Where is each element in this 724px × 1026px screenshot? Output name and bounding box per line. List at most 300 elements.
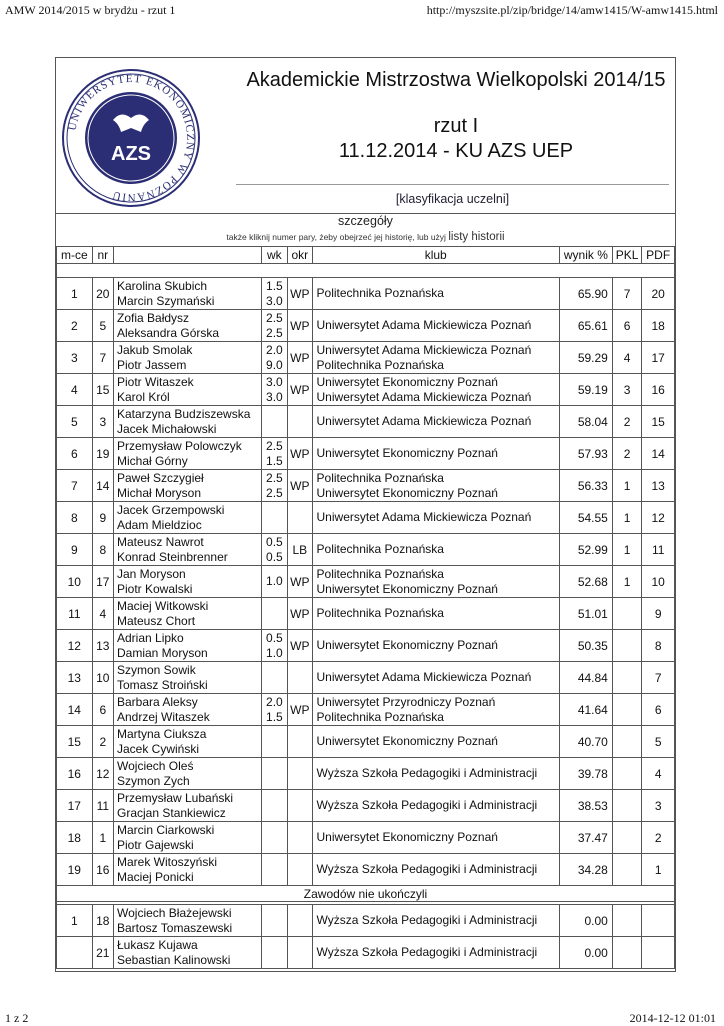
score-cell: 0.00 xyxy=(559,937,612,969)
club-cell xyxy=(312,470,559,502)
place-cell: 18 xyxy=(57,822,93,854)
player-1: Szymon Sowik xyxy=(117,662,196,677)
pkl-cell xyxy=(612,822,642,854)
pkl-cell xyxy=(612,598,642,630)
club-1: Uniwersytet Adama Mickiewicza Poznań xyxy=(316,510,532,524)
place-cell: 17 xyxy=(57,790,93,822)
pdf-cell: 14 xyxy=(642,438,675,470)
score-cell: 39.78 xyxy=(559,758,612,790)
pkl-cell: 1 xyxy=(612,502,642,534)
club-1: Wyższa Szkoła Pedagogiki i Administracji xyxy=(316,798,538,812)
club-cell xyxy=(312,822,559,854)
pkl-cell: 3 xyxy=(612,374,642,406)
table-row xyxy=(57,790,675,822)
score-cell: 58.04 xyxy=(559,406,612,438)
score-cell: 40.70 xyxy=(559,726,612,758)
table-row xyxy=(57,502,675,534)
wk-cell xyxy=(261,566,287,598)
place-cell: 1 xyxy=(57,905,93,937)
pkl-cell: 4 xyxy=(612,342,642,374)
pair-number-link[interactable]: 9 xyxy=(92,502,113,534)
players-cell xyxy=(114,470,262,502)
pkl-cell xyxy=(612,790,642,822)
pkl-cell xyxy=(612,694,642,726)
table-row xyxy=(57,726,675,758)
okr-cell xyxy=(288,905,312,937)
okr-cell: LB xyxy=(288,534,312,566)
player-2: Tomasz Stroiński xyxy=(117,677,208,692)
club-1: Uniwersytet Ekonomiczny Poznań xyxy=(316,374,498,389)
player-2: Bartosz Tomaszewski xyxy=(117,920,233,935)
place-cell: 6 xyxy=(57,438,93,470)
club-cell xyxy=(312,790,559,822)
club-cell xyxy=(312,905,559,937)
wk-1: 0.5 xyxy=(266,534,283,549)
club-cell xyxy=(312,694,559,726)
player-1: Karolina Skubich xyxy=(117,278,208,293)
player-1: Jakub Smolak xyxy=(117,342,193,357)
score-cell: 65.61 xyxy=(559,310,612,342)
col-klub: klub xyxy=(312,247,559,264)
pdf-cell: 7 xyxy=(642,662,675,694)
club-2: Politechnika Poznańska xyxy=(316,709,444,724)
wk-1: 1.0 xyxy=(266,574,283,588)
table-row xyxy=(57,438,675,470)
player-2: Michał Górny xyxy=(117,453,188,468)
place-cell: 19 xyxy=(57,854,93,886)
player-1: Piotr Witaszek xyxy=(117,374,194,389)
player-2: Konrad Steinbrenner xyxy=(117,549,228,564)
players-cell xyxy=(114,566,262,598)
okr-cell: WP xyxy=(288,374,312,406)
pdf-cell: 8 xyxy=(642,630,675,662)
pair-number-link[interactable]: 14 xyxy=(92,470,113,502)
score-cell: 0.00 xyxy=(559,905,612,937)
players-cell xyxy=(114,822,262,854)
wk-cell xyxy=(261,374,287,406)
score-cell: 41.64 xyxy=(559,694,612,726)
club-1: Uniwersytet Ekonomiczny Poznań xyxy=(316,830,498,844)
table-row xyxy=(57,598,675,630)
okr-cell: WP xyxy=(288,566,312,598)
player-1: Maciej Witkowski xyxy=(117,598,209,613)
player-2: Maciej Ponicki xyxy=(117,869,194,884)
pdf-cell: 20 xyxy=(642,278,675,310)
pkl-cell: 1 xyxy=(612,566,642,598)
players-cell xyxy=(114,598,262,630)
player-1: Katarzyna Budziszewska xyxy=(117,406,251,421)
club-1: Politechnika Poznańska xyxy=(316,542,444,556)
club-cell xyxy=(312,278,559,310)
players-cell xyxy=(114,630,262,662)
place-cell: 5 xyxy=(57,406,93,438)
wk-cell xyxy=(261,694,287,726)
pdf-cell: 6 xyxy=(642,694,675,726)
wk-1: 3.0 xyxy=(266,374,283,389)
table-row xyxy=(57,470,675,502)
pair-number-link[interactable]: 13 xyxy=(92,630,113,662)
okr-cell xyxy=(288,502,312,534)
player-2: Gracjan Stankiewicz xyxy=(117,805,226,820)
players-cell xyxy=(114,694,262,726)
pair-number-link[interactable]: 6 xyxy=(92,694,113,726)
print-footer-page: 1 z 2 xyxy=(5,1011,29,1025)
player-1: Wojciech Błażejewski xyxy=(117,905,232,920)
pkl-cell xyxy=(612,758,642,790)
pdf-cell: 4 xyxy=(642,758,675,790)
player-2: Aleksandra Górska xyxy=(117,325,220,340)
player-2: Marcin Szymański xyxy=(117,293,215,308)
pair-number-link[interactable]: 16 xyxy=(92,854,113,886)
okr-cell: WP xyxy=(288,438,312,470)
players-cell xyxy=(114,937,262,969)
score-cell: 44.84 xyxy=(559,662,612,694)
club-cell xyxy=(312,598,559,630)
pdf-cell: 15 xyxy=(642,406,675,438)
player-1: Przemysław Polowczyk xyxy=(117,438,242,453)
pdf-cell: 2 xyxy=(642,822,675,854)
player-2: Jacek Michałowski xyxy=(117,421,217,436)
player-2: Piotr Jassem xyxy=(117,357,187,372)
club-cell xyxy=(312,342,559,374)
place-cell xyxy=(57,937,93,969)
table-row xyxy=(57,937,675,969)
okr-cell: WP xyxy=(288,598,312,630)
player-1: Marcin Ciarkowski xyxy=(117,822,215,837)
wk-cell xyxy=(261,470,287,502)
club-cell xyxy=(312,502,559,534)
col-pkl: PKL xyxy=(612,247,642,264)
wk-1: 0.5 xyxy=(266,630,283,645)
table-row xyxy=(57,566,675,598)
club-2: Uniwersytet Ekonomiczny Poznań xyxy=(316,485,498,500)
table-row xyxy=(57,854,675,886)
club-1: Uniwersytet Adama Mickiewicza Poznań xyxy=(316,318,532,332)
pair-number-link[interactable]: 10 xyxy=(92,662,113,694)
club-1: Uniwersytet Ekonomiczny Poznań xyxy=(316,638,498,652)
player-1: Paweł Szczygieł xyxy=(117,470,204,485)
club-1: Politechnika Poznańska xyxy=(316,566,444,581)
players-cell xyxy=(114,790,262,822)
table-row xyxy=(57,406,675,438)
club-2: Politechnika Poznańska xyxy=(316,357,444,372)
okr-cell: WP xyxy=(288,342,312,374)
results-table xyxy=(56,246,675,969)
table-row xyxy=(57,822,675,854)
round-title: rzut I xyxy=(433,115,479,137)
players-cell xyxy=(114,342,262,374)
players-cell xyxy=(114,278,262,310)
place-cell: 11 xyxy=(57,598,93,630)
club-cell xyxy=(312,726,559,758)
okr-cell: WP xyxy=(288,278,312,310)
spacer-row xyxy=(57,264,675,278)
club-1: Politechnika Poznańska xyxy=(316,470,444,485)
club-cell xyxy=(312,662,559,694)
print-footer-date: 2014-12-12 01:01 xyxy=(629,1011,716,1025)
players-cell xyxy=(114,905,262,937)
club-cell xyxy=(312,406,559,438)
pdf-cell: 10 xyxy=(642,566,675,598)
wk-1: 2.0 xyxy=(266,342,283,357)
score-cell: 65.90 xyxy=(559,278,612,310)
player-1: Przemysław Lubański xyxy=(117,790,234,805)
players-cell xyxy=(114,758,262,790)
players-cell xyxy=(114,662,262,694)
players-cell xyxy=(114,502,262,534)
place-cell: 9 xyxy=(57,534,93,566)
players-cell xyxy=(114,438,262,470)
pkl-cell: 2 xyxy=(612,406,642,438)
club-cell xyxy=(312,310,559,342)
wk-cell xyxy=(261,342,287,374)
club-1: Uniwersytet Adama Mickiewicza Poznań xyxy=(316,342,532,357)
club-1: Wyższa Szkoła Pedagogiki i Administracji xyxy=(316,945,538,959)
okr-cell: WP xyxy=(288,310,312,342)
logo-ring-text: UNIWERSYTET EKONOMICZNY W POZNANIU xyxy=(66,72,197,204)
club-1: Wyższa Szkoła Pedagogiki i Administracji xyxy=(316,766,538,780)
place-cell: 15 xyxy=(57,726,93,758)
place-cell: 13 xyxy=(57,662,93,694)
pdf-cell: 18 xyxy=(642,310,675,342)
unfinished-section-row xyxy=(57,886,675,902)
place-cell: 4 xyxy=(57,374,93,406)
pair-number-link[interactable]: 19 xyxy=(92,438,113,470)
results-frame xyxy=(55,57,676,972)
print-header-url: http://myszsite.pl/zip/bridge/14/amw1415/W-amw1415.html xyxy=(426,3,718,17)
player-2: Jacek Cywiński xyxy=(117,741,200,756)
wk-1: 2.5 xyxy=(266,438,283,453)
klasyfikacja-link[interactable]: [klasyfikacja uczelni] xyxy=(395,192,510,206)
okr-cell xyxy=(288,790,312,822)
wk-2: 1.5 xyxy=(266,709,283,724)
pair-number-link[interactable]: 4 xyxy=(92,598,113,630)
score-cell: 52.68 xyxy=(559,566,612,598)
score-cell: 38.53 xyxy=(559,790,612,822)
player-2: Sebastian Kalinowski xyxy=(117,952,231,967)
wk-1: 2.5 xyxy=(266,470,283,485)
players-cell xyxy=(114,726,262,758)
player-2: Andrzej Witaszek xyxy=(117,709,210,724)
pair-number-link[interactable]: 11 xyxy=(92,790,113,822)
place-cell: 3 xyxy=(57,342,93,374)
wk-2: 2.5 xyxy=(266,485,283,500)
title-divider xyxy=(236,184,669,185)
pair-number-link[interactable]: 21 xyxy=(92,937,113,969)
score-cell: 59.19 xyxy=(559,374,612,406)
pair-number-link[interactable]: 20 xyxy=(92,278,113,310)
club-1: Uniwersytet Adama Mickiewicza Poznań xyxy=(316,670,532,684)
table-row xyxy=(57,534,675,566)
player-1: Zofia Bałdysz xyxy=(117,310,190,325)
pair-number-link[interactable]: 12 xyxy=(92,758,113,790)
score-cell: 37.47 xyxy=(559,822,612,854)
pdf-cell: 12 xyxy=(642,502,675,534)
club-1: Politechnika Poznańska xyxy=(316,606,444,620)
page-title: Akademickie Mistrzostwa Wielkopolski 2014/15 xyxy=(246,69,666,91)
club-cell xyxy=(312,854,559,886)
pkl-cell: 6 xyxy=(612,310,642,342)
wk-cell xyxy=(261,406,287,438)
wk-1: 2.0 xyxy=(266,694,283,709)
pkl-cell: 7 xyxy=(612,278,642,310)
wk-cell xyxy=(261,310,287,342)
player-1: Adrian Lipko xyxy=(117,630,184,645)
pkl-cell xyxy=(612,937,642,969)
club-cell xyxy=(312,630,559,662)
pair-number-link[interactable]: 5 xyxy=(92,310,113,342)
details-link[interactable]: szczegóły xyxy=(338,214,393,228)
pdf-cell: 3 xyxy=(642,790,675,822)
pair-number-link[interactable]: 3 xyxy=(92,406,113,438)
club-2: Uniwersytet Ekonomiczny Poznań xyxy=(316,581,498,596)
player-1: Mateusz Nawrot xyxy=(117,534,204,549)
wk-cell xyxy=(261,598,287,630)
okr-cell xyxy=(288,406,312,438)
col-nr: nr xyxy=(92,247,113,264)
pkl-cell xyxy=(612,662,642,694)
wk-cell xyxy=(261,758,287,790)
club-1: Uniwersytet Ekonomiczny Poznań xyxy=(316,446,498,460)
players-cell xyxy=(114,406,262,438)
wk-cell xyxy=(261,726,287,758)
wk-2: 9.0 xyxy=(266,357,283,372)
col-pdf: PDF xyxy=(642,247,675,264)
pdf-cell: 17 xyxy=(642,342,675,374)
wk-2: 3.0 xyxy=(266,389,283,404)
score-cell: 52.99 xyxy=(559,534,612,566)
pdf-cell: 1 xyxy=(642,854,675,886)
player-1: Barbara Aleksy xyxy=(117,694,198,709)
wk-1: 1.5 xyxy=(266,278,283,293)
player-2: Piotr Kowalski xyxy=(117,581,193,596)
wk-2: 1.0 xyxy=(266,645,283,660)
wk-cell xyxy=(261,790,287,822)
table-row xyxy=(57,630,675,662)
player-1: Wojciech Oleś xyxy=(117,758,194,773)
pkl-cell xyxy=(612,726,642,758)
pdf-cell: 11 xyxy=(642,534,675,566)
score-cell: 57.93 xyxy=(559,438,612,470)
col-okr: okr xyxy=(288,247,312,264)
wk-cell xyxy=(261,438,287,470)
wk-cell xyxy=(261,534,287,566)
okr-cell xyxy=(288,854,312,886)
score-cell: 59.29 xyxy=(559,342,612,374)
wk-cell xyxy=(261,937,287,969)
table-row xyxy=(57,905,675,937)
player-1: Marek Witoszyński xyxy=(117,854,218,869)
score-cell: 54.55 xyxy=(559,502,612,534)
logo-letters: AZS xyxy=(111,143,151,165)
wk-2: 0.5 xyxy=(266,549,283,564)
players-cell xyxy=(114,310,262,342)
wk-cell xyxy=(261,662,287,694)
university-logo xyxy=(61,68,201,208)
place-cell: 2 xyxy=(57,310,93,342)
place-cell: 7 xyxy=(57,470,93,502)
pair-number-link[interactable]: 17 xyxy=(92,566,113,598)
wk-2: 1.5 xyxy=(266,453,283,468)
pkl-cell xyxy=(612,854,642,886)
event-date: 11.12.2014 - KU AZS UEP xyxy=(338,140,574,162)
table-row xyxy=(57,758,675,790)
score-cell: 34.28 xyxy=(559,854,612,886)
players-cell xyxy=(114,374,262,406)
club-cell xyxy=(312,937,559,969)
player-2: Damian Moryson xyxy=(117,645,208,660)
score-cell: 50.35 xyxy=(559,630,612,662)
pdf-cell: 5 xyxy=(642,726,675,758)
place-cell: 14 xyxy=(57,694,93,726)
club-1: Politechnika Poznańska xyxy=(316,286,444,300)
okr-cell: WP xyxy=(288,630,312,662)
club-1: Wyższa Szkoła Pedagogiki i Administracji xyxy=(316,913,538,927)
place-cell: 1 xyxy=(57,278,93,310)
pkl-cell: 1 xyxy=(612,470,642,502)
wk-1: 2.5 xyxy=(266,310,283,325)
player-1: Łukasz Kujawa xyxy=(117,937,198,952)
club-cell xyxy=(312,534,559,566)
score-cell: 56.33 xyxy=(559,470,612,502)
table-row xyxy=(57,342,675,374)
pdf-cell xyxy=(642,937,675,969)
pair-number-link[interactable]: 7 xyxy=(92,342,113,374)
print-header-title: AMW 2014/2015 w brydżu - rzut 1 xyxy=(5,3,176,17)
col-wynik: wynik % xyxy=(559,247,612,264)
pdf-cell: 13 xyxy=(642,470,675,502)
okr-cell xyxy=(288,662,312,694)
pair-number-link[interactable]: 15 xyxy=(92,374,113,406)
club-cell xyxy=(312,438,559,470)
pair-number-link[interactable]: 18 xyxy=(92,905,113,937)
wk-cell xyxy=(261,278,287,310)
club-2: Uniwersytet Adama Mickiewicza Poznań xyxy=(316,389,532,404)
player-1: Jacek Grzempowski xyxy=(117,502,225,517)
wk-2: 2.5 xyxy=(266,325,283,340)
club-1: Uniwersytet Ekonomiczny Poznań xyxy=(316,734,498,748)
wk-cell xyxy=(261,502,287,534)
col-mce: m-ce xyxy=(57,247,93,264)
wk-cell xyxy=(261,854,287,886)
okr-cell xyxy=(288,726,312,758)
table-row xyxy=(57,662,675,694)
okr-cell: WP xyxy=(288,470,312,502)
col-names xyxy=(114,247,262,264)
place-cell: 12 xyxy=(57,630,93,662)
player-1: Martyna Ciuksza xyxy=(117,726,207,741)
club-cell xyxy=(312,374,559,406)
player-2: Michał Moryson xyxy=(117,485,202,500)
history-list-link[interactable]: listy historii xyxy=(448,231,505,243)
details-row xyxy=(56,213,675,246)
col-wk: wk xyxy=(261,247,287,264)
pair-number-link[interactable]: 1 xyxy=(92,822,113,854)
okr-cell xyxy=(288,822,312,854)
place-cell: 8 xyxy=(57,502,93,534)
pkl-cell xyxy=(612,905,642,937)
table-row xyxy=(57,694,675,726)
players-cell xyxy=(114,854,262,886)
pkl-cell: 1 xyxy=(612,534,642,566)
player-2: Szymon Zych xyxy=(117,773,190,788)
club-cell xyxy=(312,758,559,790)
unfinished-section-title: Zawodów nie ukończyli xyxy=(57,886,675,902)
pair-number-link[interactable]: 2 xyxy=(92,726,113,758)
club-1: Wyższa Szkoła Pedagogiki i Administracji xyxy=(316,862,538,876)
okr-cell xyxy=(288,937,312,969)
pair-number-link[interactable]: 8 xyxy=(92,534,113,566)
